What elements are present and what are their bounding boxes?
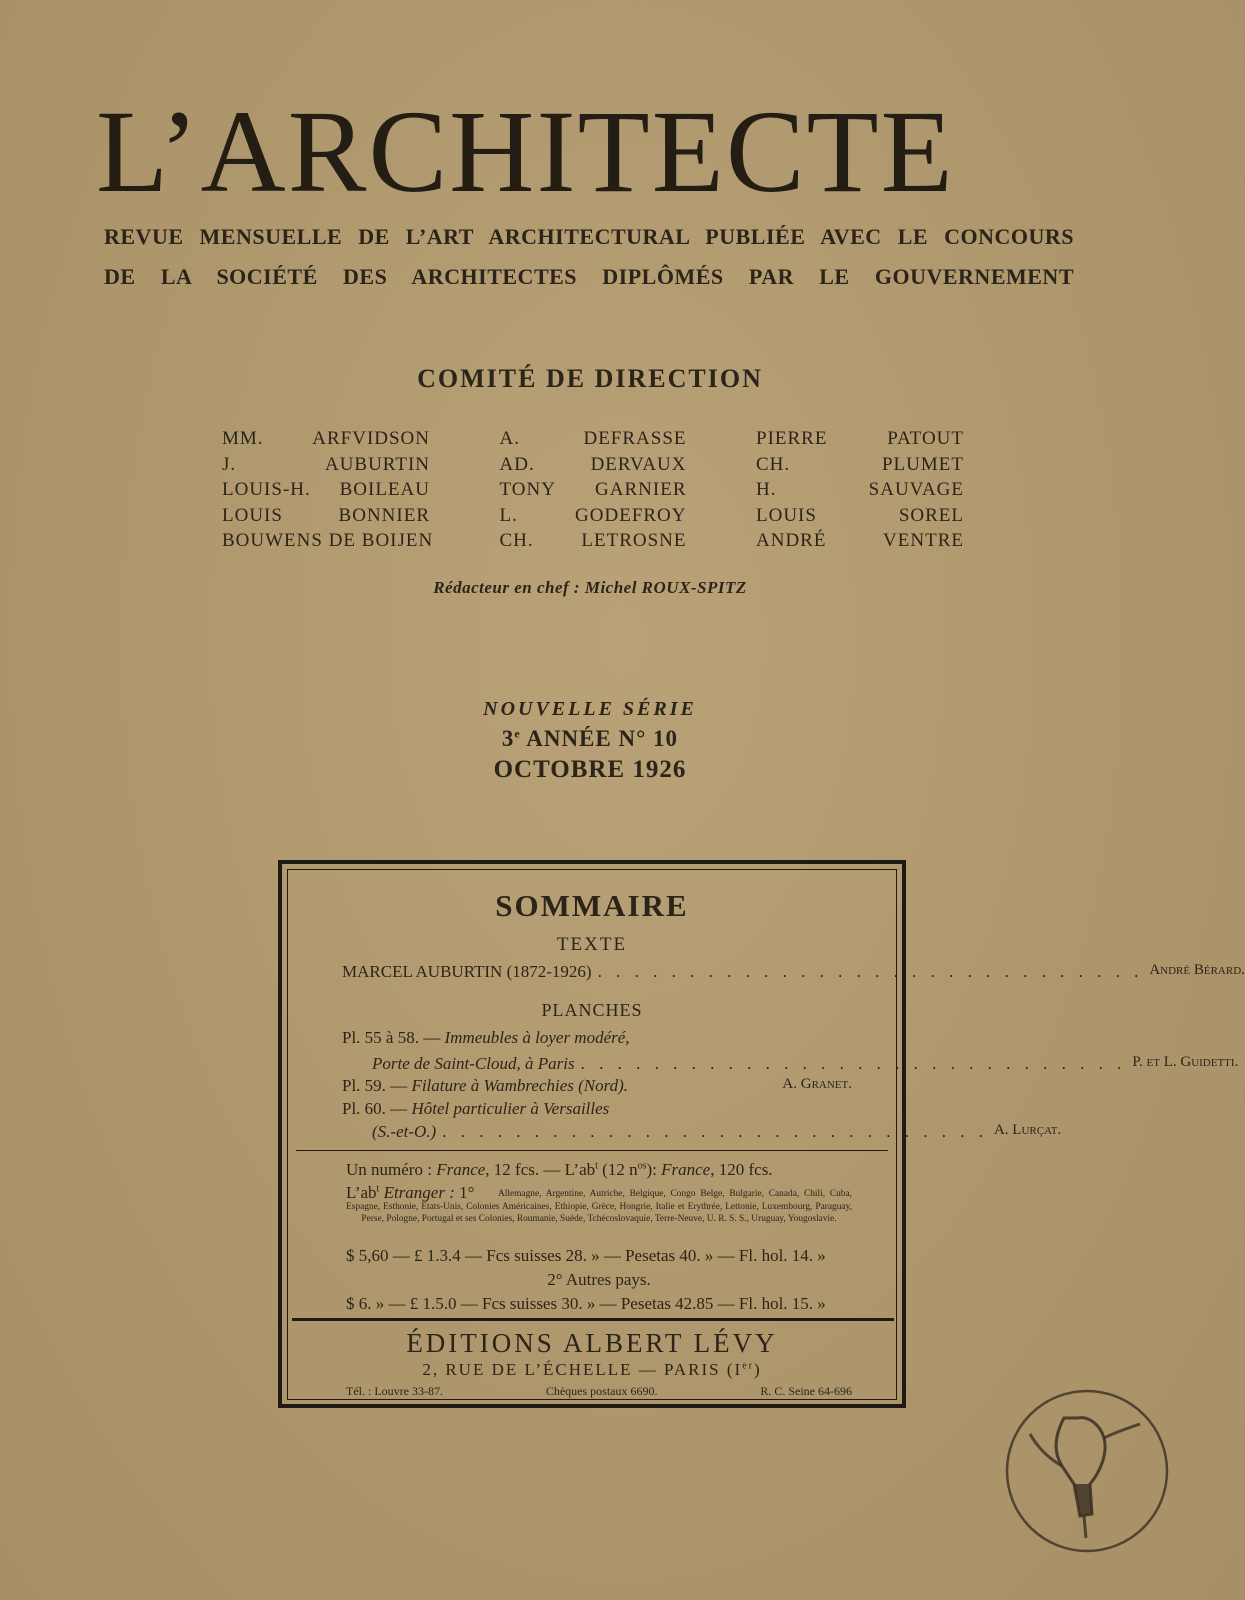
planche-entry-2 [342,1076,852,1096]
registre-commerce: R. C. Seine 64-696 [760,1384,852,1398]
member-name: L. GODEFROY [499,504,687,526]
planche-number: Pl. 55 à 58. — [342,1028,445,1047]
planche-entry-1a [342,1028,852,1048]
issue-date: OCTOBRE 1926 [493,756,687,783]
planche-entry-3b [372,1122,1062,1142]
subtitle-line-1: REVUE MENSUELLE DE L’ART ARCHITECTURAL PUBLIÉE AVEC LE CONCOURS [104,224,1074,249]
planche-title: (S.-et-O.) [372,1122,437,1141]
planche-author: P. et L. Guidetti. [1132,1054,1239,1070]
leader-dots: . . . . . . . . . . . . . . . . . . . . . . . . . . . . . . [580,1054,1127,1073]
member-name: LOUIS-H. BOILEAU [222,479,430,500]
entry-title: MARCEL AUBURTIN (1872-1926) [342,962,592,981]
redacteur-line: Rédacteur en chef : Michel ROUX-SPITZ [433,578,747,597]
publisher-emblem-icon [1004,1388,1170,1554]
leader-dots: . . . . . . . . . . . . . . . . . . . . . . . . . . . . . . [442,1122,988,1141]
member-name: PIERRE PATOUT [756,428,964,449]
member-name: LOUIS SOREL [756,504,964,526]
members-column-1 [222,426,434,554]
member-name: AD. DERVAUX [499,453,687,475]
member-name: CH. LETROSNE [499,530,687,551]
divider [296,1150,888,1151]
texte-heading: TEXTE [556,934,628,955]
price-numero-line: Un numéro : France, 12 fcs. — $L’ab^t$ (12 $n^{os}$): France, 120 fcs. [346,1160,773,1179]
planche-number: Pl. 60. — [342,1099,412,1118]
publisher-name: ÉDITIONS ALBERT LÉVY [406,1328,778,1358]
divider-thick [292,1318,894,1321]
serie-label: NOUVELLE SÉRIE [483,698,697,720]
countries-list: Allemagne, Argentine, Autriche, Belgique, Congo Belge, Bulgarie, Canada, Chili, Cuba, Espagne, Esthonie, Etats-Unis, Colonies Américaines, Ethiopie, Grèce, Hongrie, Italie et Erythrée, Lettonie, Luxembourg, Paraguay, Perse, Pologne, Portugal et ses Colonies, Roumanie, Suède, Tchécoslovaquie, Terre-Neuve, U. R. S. S., Uruguay, Yougoslavie. [346,1189,852,1224]
member-name: ANDRÉ VENTRE [756,530,964,551]
member-name: BOUWENS DE BOIJEN [222,530,434,551]
planche-title: Immeubles à loyer modéré, [444,1028,630,1047]
price-line-1: $ 5,60 — £ 1.3.4 — Fcs suisses 28. » — Pesetas 40. » — Fl. hol. 14. » [346,1246,826,1265]
member-name: TONY GARNIER [499,479,687,500]
price-etranger-label: $L’ab^t$ Etranger : 1° [346,1183,475,1202]
subtitle-line-2: DE LA SOCIÉTÉ DES ARCHITECTES DIPLÔMÉS PAR LE GOUVERNEMENT [104,264,1074,289]
planche-title: Hôtel particulier à Versailles [411,1099,610,1118]
members-column-3 [756,426,964,554]
entry-author: André Bérard. [1149,962,1245,978]
planche-title: Filature à Wambrechies (Nord). [411,1076,629,1095]
member-name: A. DEFRASSE [499,428,687,449]
publisher-address: 2, RUE DE L’ÉCHELLE — PARIS (Ier) [422,1360,762,1379]
member-name: J. AUBURTIN [222,453,430,475]
planche-author: A. Lurçat. [993,1122,1062,1138]
planche-title: Porte de Saint-Cloud, à Paris [372,1054,575,1073]
telephone: Tél. : Louvre 33-87. [346,1384,443,1398]
texte-entry [342,962,1245,982]
member-name: LOUIS BONNIER [222,504,430,526]
sommaire-title: SOMMAIRE [495,888,689,923]
planche-entry-3a [342,1099,852,1119]
members-column-2 [500,426,687,554]
planches-heading: PLANCHES [541,1000,643,1020]
cheques-postaux: Chèques postaux 6690. [545,1384,658,1398]
price-line-2: $ 6. » — £ 1.5.0 — Fcs suisses 30. » — Pesetas 42.85 — Fl. hol. 15. » [346,1294,826,1313]
annee-number: 3e ANNÉE N° 10 [501,726,679,751]
committee-members [222,426,964,554]
member-name: MM. ARFVIDSON [222,428,430,449]
member-name: H. SAUVAGE [756,479,964,500]
planche-number: Pl. 59. — [342,1076,412,1095]
masthead-title: L’ARCHITECTE [96,86,955,217]
publisher-contacts [346,1384,852,1399]
planche-author: A. Granet. [782,1076,852,1092]
member-name: CH. PLUMET [756,453,964,475]
planche-entry-1b [372,1054,1239,1074]
autres-pays: 2° Autres pays. [547,1270,651,1289]
leader-dots: . . . . . . . . . . . . . . . . . . . . . . . . . . . . . . [597,962,1144,981]
comite-heading: COMITÉ DE DIRECTION [417,364,763,393]
